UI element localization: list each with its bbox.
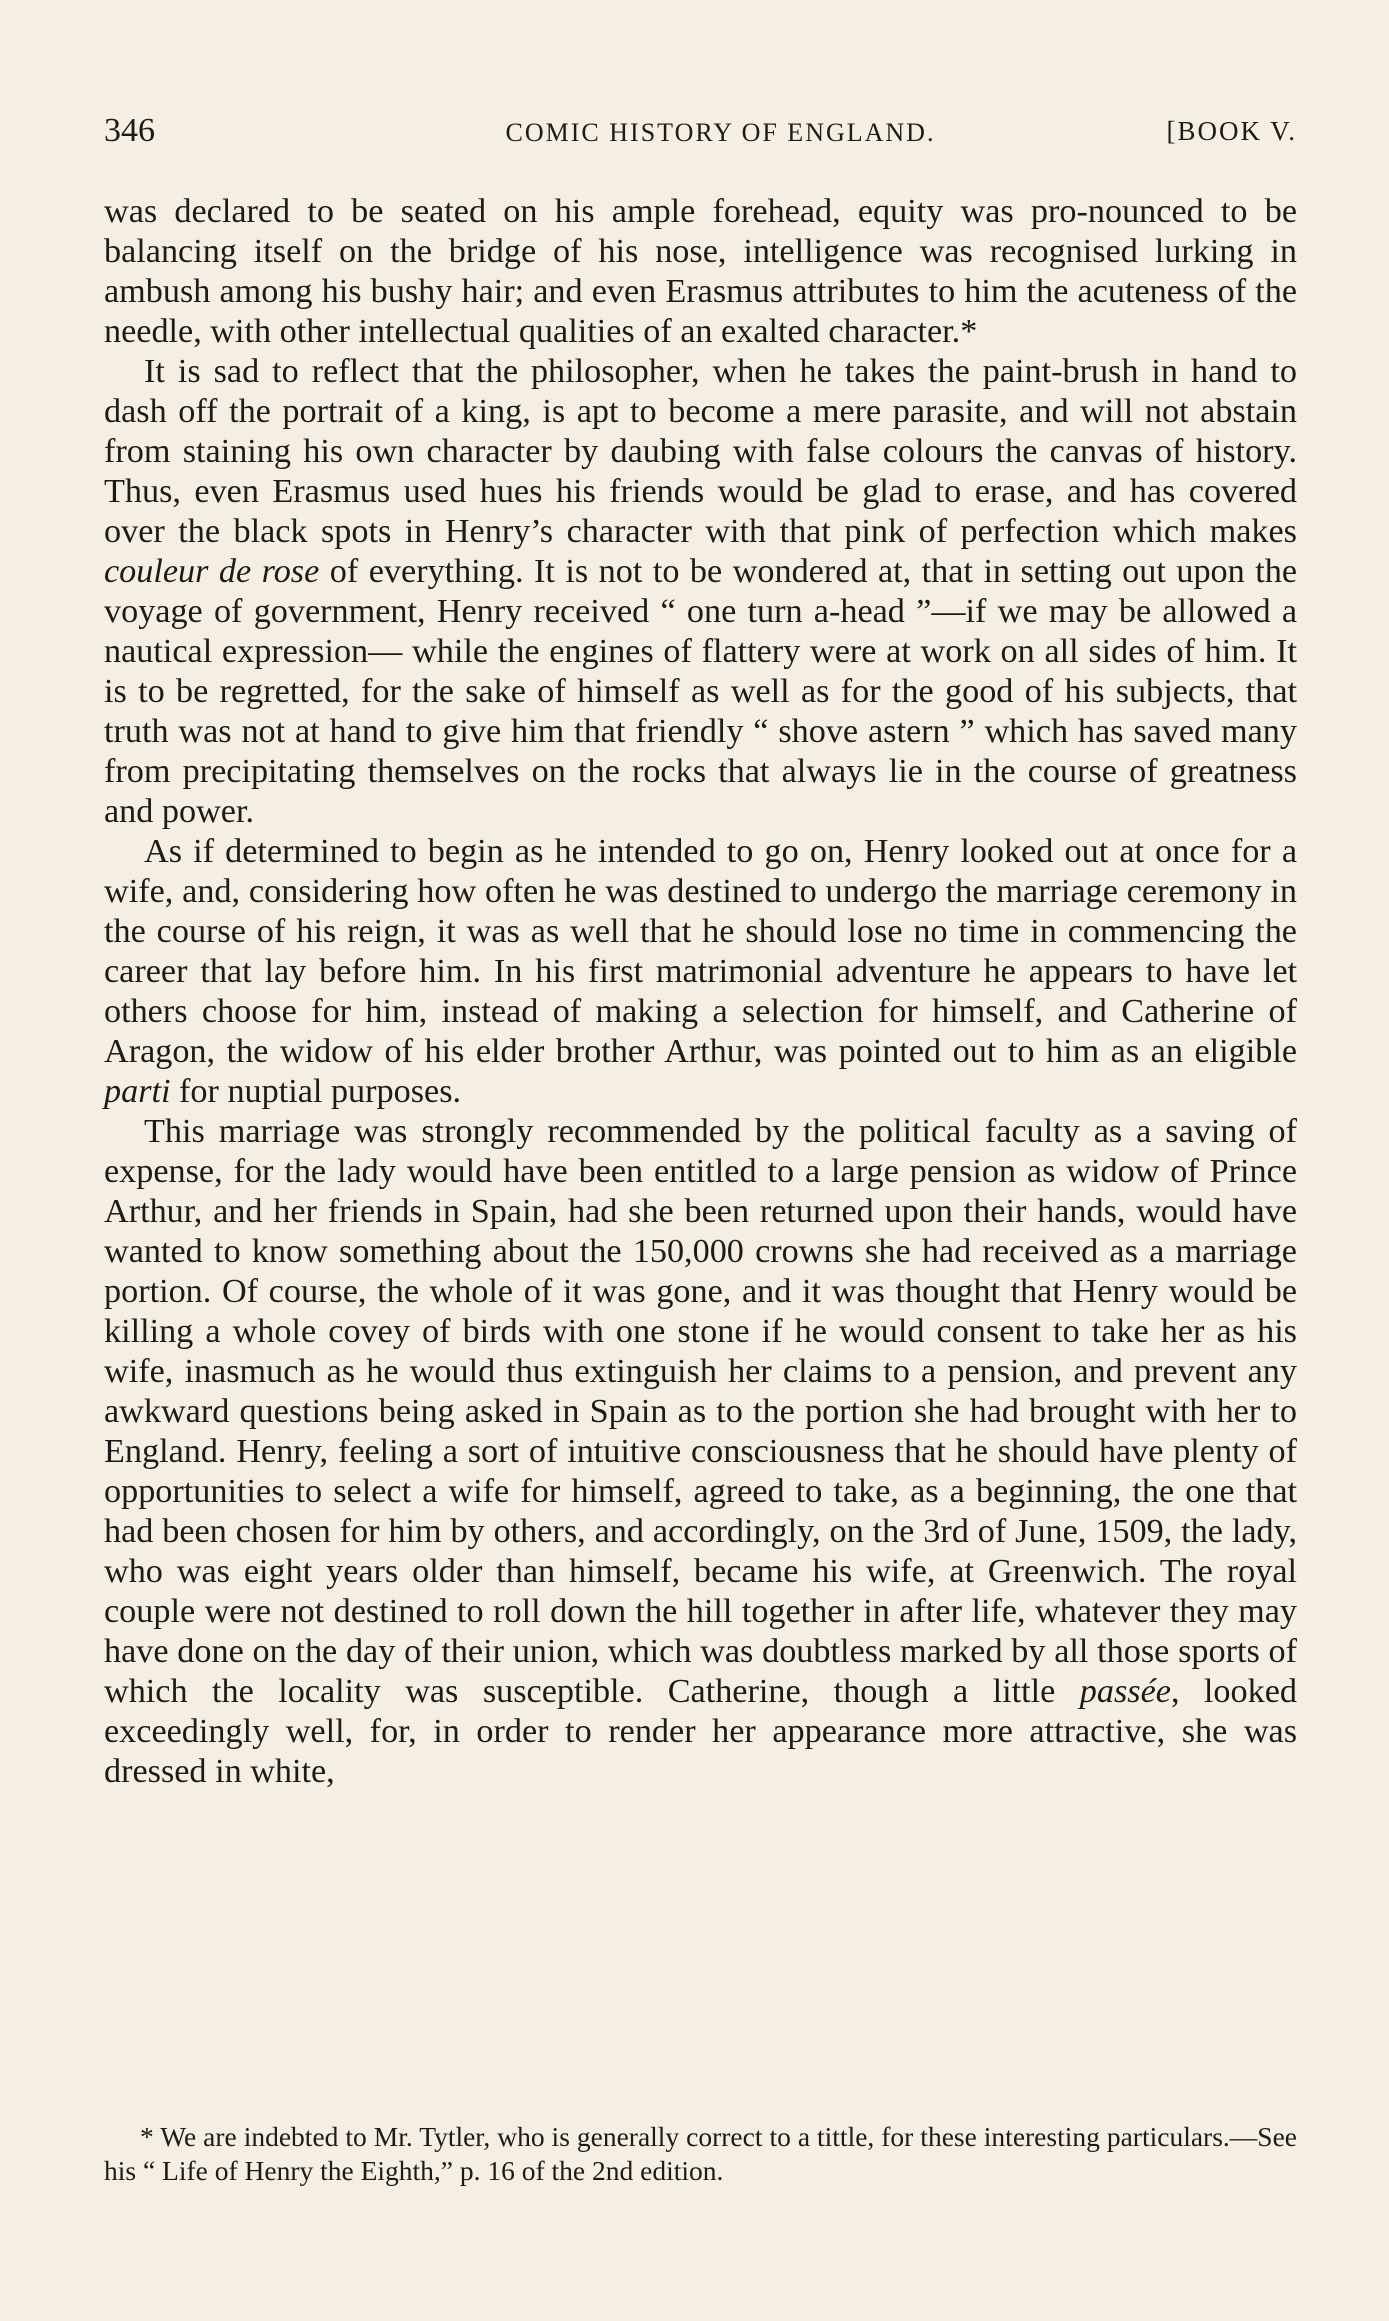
paragraph <box>104 192 1297 352</box>
text-run: This marriage was strongly recommended by the political faculty as a saving of expense, for the lady would have been entitled to a large pension as widow of Prince Arthur, and her friends in Spain, had she been returned upon their hands, would have wanted to know something about the 150,000 crowns she had received as a marriage portion. Of course, the whole of it was gone, and it was thought that Henry would be killing a whole covey of birds with one stone if he would consent to take her as his wife, inasmuch as he would thus extinguish her claims to a pension, and prevent any awkward questions being asked in Spain as to the portion she had brought with her to England. Henry, feeling a sort of intuitive consciousness that he should have plenty of opportunities to select a wife for himself, agreed to take, as a beginning, the one that had been chosen for him by others, and accordingly, on the 3rd of June, 1509, the lady, who was eight years older than himself, became his wife, at Greenwich. The royal couple were not destined to roll down the hill together in after life, whatever they may have done on the day of their union, which was doubtless marked by all those sports of which the locality was susceptible. Catherine, though a little <box>104 1113 1297 1710</box>
footnote-text: * We are indebted to Mr. Tytler, who is generally correct to a tittle, for these interesting particulars.—See his “ Life of Henry the Eighth,” p. 16 of the 2nd edition. <box>104 2121 1297 2186</box>
page-header <box>104 108 1297 158</box>
italic-phrase: parti <box>104 1073 171 1110</box>
italic-phrase: couleur de rose <box>104 553 320 590</box>
paragraph <box>104 352 1297 832</box>
text-run: of everything. It is not to be wondered at, that in setting out upon the voyage of government, Henry received “ one turn a-head ”—if we may be allowed a nautical expression— while the engines of flattery were at work on all sides of him. It is to be regretted, for the sake of himself as well as for the good of his subjects, that truth was not at hand to give him that friendly “ shove astern ” which has saved many from precipitating themselves on the rocks that always lie in the course of greatness and power. <box>104 553 1297 830</box>
footnote <box>104 2120 1297 2188</box>
running-title: COMIC HISTORY OF ENGLAND. <box>505 118 936 147</box>
paragraph <box>104 1112 1297 1792</box>
book-label: [BOOK V. <box>1166 116 1297 146</box>
text-run: was declared to be seated on his ample forehead, equity was pro-nounced to be balancing itself on the bridge of his nose, intelligence was recognised lurking in ambush among his bushy hair; and even Erasmus attributes to him the acuteness of the needle, with other intellectual qualities of an exalted character.* <box>104 193 1297 350</box>
body-text <box>104 192 1297 1792</box>
paragraph <box>104 832 1297 1112</box>
page-number: 346 <box>104 112 155 149</box>
text-run: As if determined to begin as he intended to go on, Henry looked out at once for a wife, and, considering how often he was destined to undergo the marriage ceremony in the course of his reign, it was as well that he should lose no time in commencing the career that lay before him. In his first matrimonial adventure he appears to have let others choose for him, instead of making a selection for himself, and Catherine of Aragon, the widow of his elder brother Arthur, was pointed out to him as an eligible <box>104 833 1297 1070</box>
italic-phrase: passée <box>1079 1673 1171 1710</box>
text-run: , looked exceedingly well, for, in order to render her appearance more attractive, she was dressed in white, <box>104 1673 1297 1790</box>
text-run: It is sad to reflect that the philosopher, when he takes the paint-brush in hand to dash off the portrait of a king, is apt to become a mere parasite, and will not abstain from staining his own character by daubing with false colours the canvas of history. Thus, even Erasmus used hues his friends would be glad to erase, and has covered over the black spots in Henry’s character with that pink of perfection which makes <box>104 353 1297 550</box>
text-run: for nuptial purposes. <box>170 1073 462 1110</box>
